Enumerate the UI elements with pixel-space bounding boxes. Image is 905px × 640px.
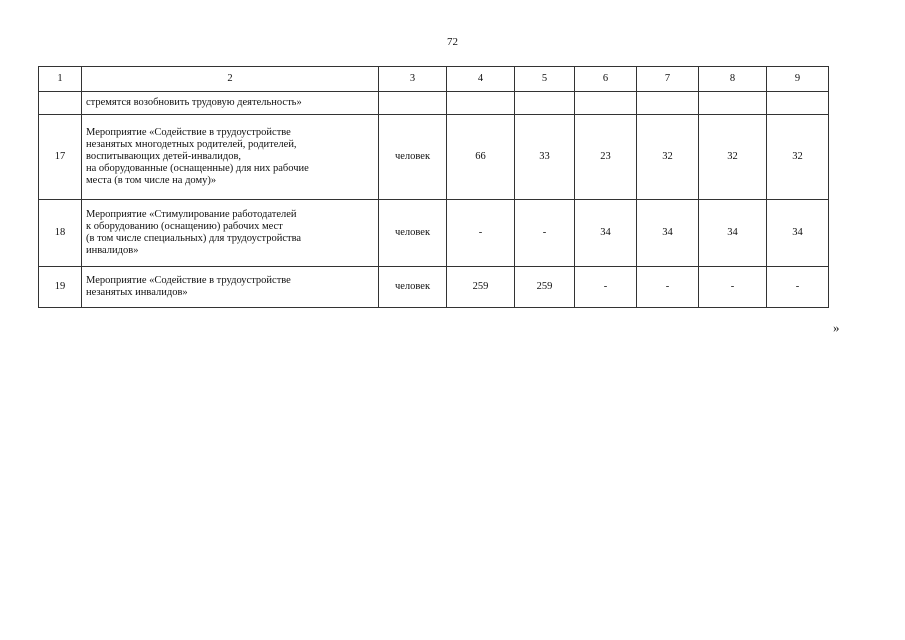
column-header-7: 7 <box>637 67 699 92</box>
closing-quote-mark: » <box>833 320 840 335</box>
column-header-4: 4 <box>447 67 515 92</box>
cell-empty <box>39 92 82 115</box>
value-col-7: 34 <box>637 200 699 267</box>
value-col-5: 33 <box>515 115 575 200</box>
value-col-9: 34 <box>767 200 829 267</box>
column-header-2: 2 <box>82 67 379 92</box>
column-header-8: 8 <box>699 67 767 92</box>
cell-empty <box>447 92 515 115</box>
value-col-4: 259 <box>447 267 515 308</box>
table-row <box>39 115 829 200</box>
value-col-9: - <box>767 267 829 308</box>
measures-table <box>38 66 829 308</box>
cell-empty <box>379 92 447 115</box>
measure-unit: человек <box>379 267 447 308</box>
table-row <box>39 200 829 267</box>
value-col-8: 34 <box>699 200 767 267</box>
row-number: 19 <box>39 267 82 308</box>
value-col-9: 32 <box>767 115 829 200</box>
header-row <box>39 67 829 92</box>
value-col-4: 66 <box>447 115 515 200</box>
measure-unit: человек <box>379 200 447 267</box>
value-col-8: 32 <box>699 115 767 200</box>
value-col-6: 34 <box>575 200 637 267</box>
value-col-7: - <box>637 267 699 308</box>
column-header-3: 3 <box>379 67 447 92</box>
table-row <box>39 267 829 308</box>
value-col-6: - <box>575 267 637 308</box>
value-col-8: - <box>699 267 767 308</box>
column-header-1: 1 <box>39 67 82 92</box>
page-number: 72 <box>447 36 458 48</box>
value-col-7: 32 <box>637 115 699 200</box>
value-col-5: 259 <box>515 267 575 308</box>
cell-empty <box>575 92 637 115</box>
cell-empty <box>515 92 575 115</box>
value-col-6: 23 <box>575 115 637 200</box>
cell-empty <box>699 92 767 115</box>
cell-empty <box>767 92 829 115</box>
cell-empty <box>637 92 699 115</box>
column-header-5: 5 <box>515 67 575 92</box>
row-number: 18 <box>39 200 82 267</box>
column-header-6: 6 <box>575 67 637 92</box>
measure-unit: человек <box>379 115 447 200</box>
continuation-row <box>39 92 829 115</box>
continuation-text: стремятся возобновить трудовую деятельность» <box>82 92 379 115</box>
value-col-4: - <box>447 200 515 267</box>
measure-description: Мероприятие «Стимулирование работодателей к оборудованию (оснащению) рабочих мест (в том числе специальных) для трудоустройства инвалидов» <box>82 200 379 267</box>
column-header-9: 9 <box>767 67 829 92</box>
row-number: 17 <box>39 115 82 200</box>
measure-description: Мероприятие «Содействие в трудоустройстве незанятых многодетных родителей, родителей, воспитывающих детей-инвалидов, на оборудованные (оснащенные) для них рабочие места (в том числе на дому)» <box>82 115 379 200</box>
measure-description: Мероприятие «Содействие в трудоустройстве незанятых инвалидов» <box>82 267 379 308</box>
value-col-5: - <box>515 200 575 267</box>
